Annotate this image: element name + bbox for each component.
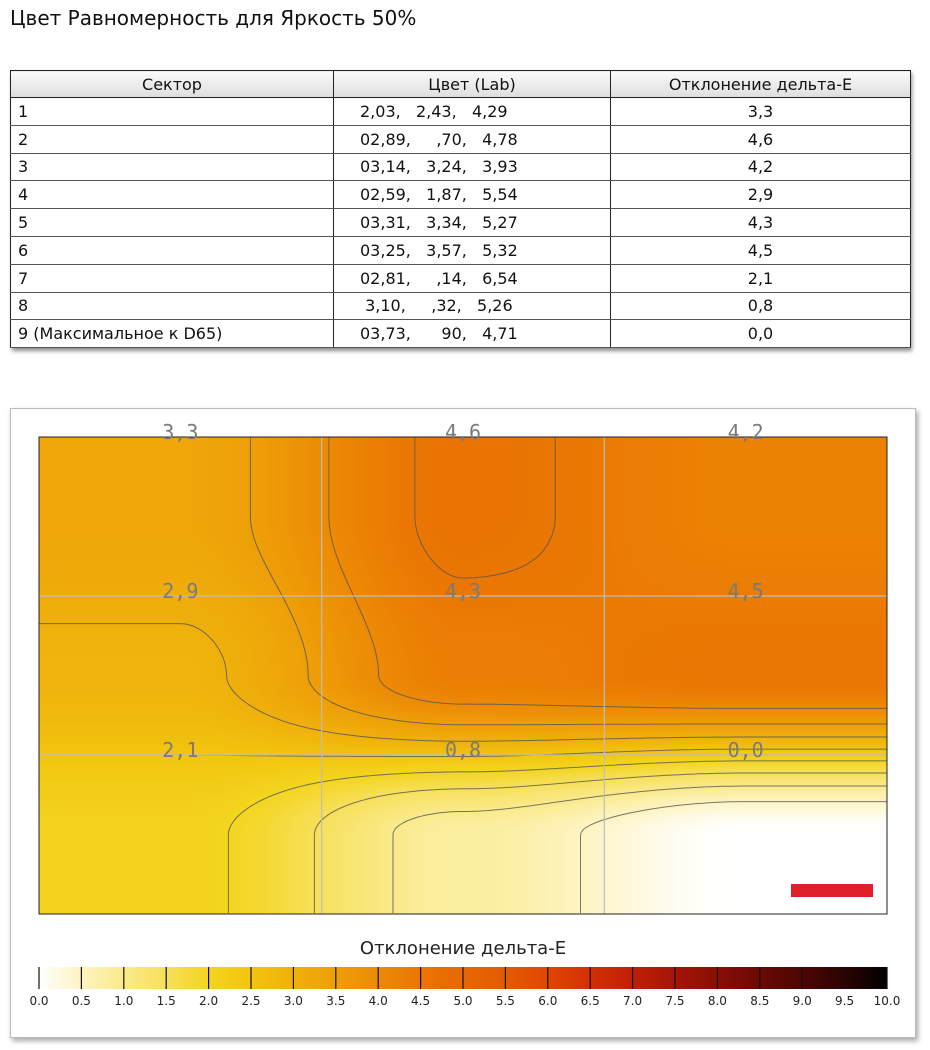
table-row — [11, 125, 911, 153]
colorbar-tick-label: 7.0 — [623, 994, 643, 1008]
cell-value-label: 4,6 — [444, 420, 482, 444]
lab-cell: 03,14, 3,24, 3,93 — [334, 153, 611, 181]
sector-cell: 5 — [11, 209, 334, 237]
colorbar-tick-label: 1.5 — [156, 994, 176, 1008]
delta-cell: 4,2 — [611, 153, 911, 181]
cell-value-label: 0,0 — [727, 738, 764, 762]
colorbar-tick-label: 8.0 — [707, 994, 727, 1008]
cell-value-label: 4,3 — [444, 579, 482, 603]
table-row — [11, 236, 911, 264]
table-row — [11, 181, 911, 209]
page-title: Цвет Равномерность для Яркость 50% — [10, 6, 417, 30]
sector-cell: 9 (Максимальное к D65) — [11, 320, 334, 348]
lab-cell: 2,03, 2,43, 4,29 — [334, 98, 611, 126]
table-row — [11, 153, 911, 181]
colorbar-tick-label: 2.5 — [241, 994, 261, 1008]
colorbar-tick-label: 6.5 — [580, 994, 600, 1008]
column-header-lab: Цвет (Lab) — [334, 71, 611, 98]
delta-cell: 2,1 — [611, 264, 911, 292]
lab-cell: 02,89, ,70, 4,78 — [334, 125, 611, 153]
delta-cell: 2,9 — [611, 181, 911, 209]
cell-value-label: 0,8 — [444, 738, 482, 762]
delta-cell: 3,3 — [611, 98, 911, 126]
sector-cell: 4 — [11, 181, 334, 209]
lab-cell: 3,10, ,32, 5,26 — [334, 292, 611, 320]
delta-cell: 4,5 — [611, 236, 911, 264]
sector-cell: 8 — [11, 292, 334, 320]
colorbar-tick-label: 3.5 — [326, 994, 346, 1008]
colorbar-tick-label: 8.5 — [750, 994, 770, 1008]
cell-value-label: 4,2 — [727, 420, 764, 444]
uniformity-heatmap-chart — [11, 409, 915, 1037]
table-row — [11, 98, 911, 126]
colorbar-tick-label: 0.0 — [29, 994, 49, 1008]
lab-cell: 03,31, 3,34, 5,27 — [334, 209, 611, 237]
colorbar-tick-label: 10.0 — [873, 994, 901, 1008]
colorbar-tick-label: 1.0 — [114, 994, 134, 1008]
column-header-sector: Сектор — [11, 71, 334, 98]
table-row — [11, 320, 911, 348]
uniformity-data-table — [10, 70, 911, 348]
table-row — [11, 292, 911, 320]
colorbar-tick-label: 5.5 — [495, 994, 515, 1008]
delta-cell: 0,0 — [611, 320, 911, 348]
sector-cell: 3 — [11, 153, 334, 181]
column-header-delta: Отклонение дельта-Е — [611, 71, 911, 98]
sector-cell: 1 — [11, 98, 334, 126]
delta-cell: 4,6 — [611, 125, 911, 153]
reference-marker — [791, 884, 873, 897]
table-row — [11, 209, 911, 237]
sector-cell: 6 — [11, 236, 334, 264]
colorbar-tick-label: 7.5 — [665, 994, 685, 1008]
heatmap-field — [39, 437, 887, 914]
table-header-row — [11, 71, 911, 98]
colorbar-tick-label: 5.0 — [453, 994, 473, 1008]
colorbar-tick-label: 3.0 — [283, 994, 303, 1008]
cell-value-label: 3,3 — [162, 420, 199, 444]
colorbar-tick-label: 9.0 — [792, 994, 812, 1008]
uniformity-table — [10, 70, 910, 348]
colorbar-tick-label: 4.5 — [411, 994, 431, 1008]
colorbar-tick-label: 0.5 — [71, 994, 91, 1008]
sector-cell: 7 — [11, 264, 334, 292]
lab-cell: 03,73, 90, 4,71 — [334, 320, 611, 348]
table-row — [11, 264, 911, 292]
cell-value-label: 2,9 — [162, 579, 199, 603]
colorbar-title: Отклонение дельта-Е — [359, 938, 567, 959]
colorbar-tick-label: 9.5 — [835, 994, 855, 1008]
lab-cell: 03,25, 3,57, 5,32 — [334, 236, 611, 264]
colorbar-tick-label: 6.0 — [538, 994, 558, 1008]
uniformity-plot-panel — [10, 408, 916, 1038]
cell-value-label: 4,5 — [727, 579, 764, 603]
sector-cell: 2 — [11, 125, 334, 153]
colorbar-tick-label: 4.0 — [368, 994, 388, 1008]
colorbar-tick-label: 2.0 — [199, 994, 219, 1008]
delta-cell: 0,8 — [611, 292, 911, 320]
lab-cell: 02,59, 1,87, 5,54 — [334, 181, 611, 209]
lab-cell: 02,81, ,14, 6,54 — [334, 264, 611, 292]
delta-cell: 4,3 — [611, 209, 911, 237]
cell-value-label: 2,1 — [162, 738, 199, 762]
